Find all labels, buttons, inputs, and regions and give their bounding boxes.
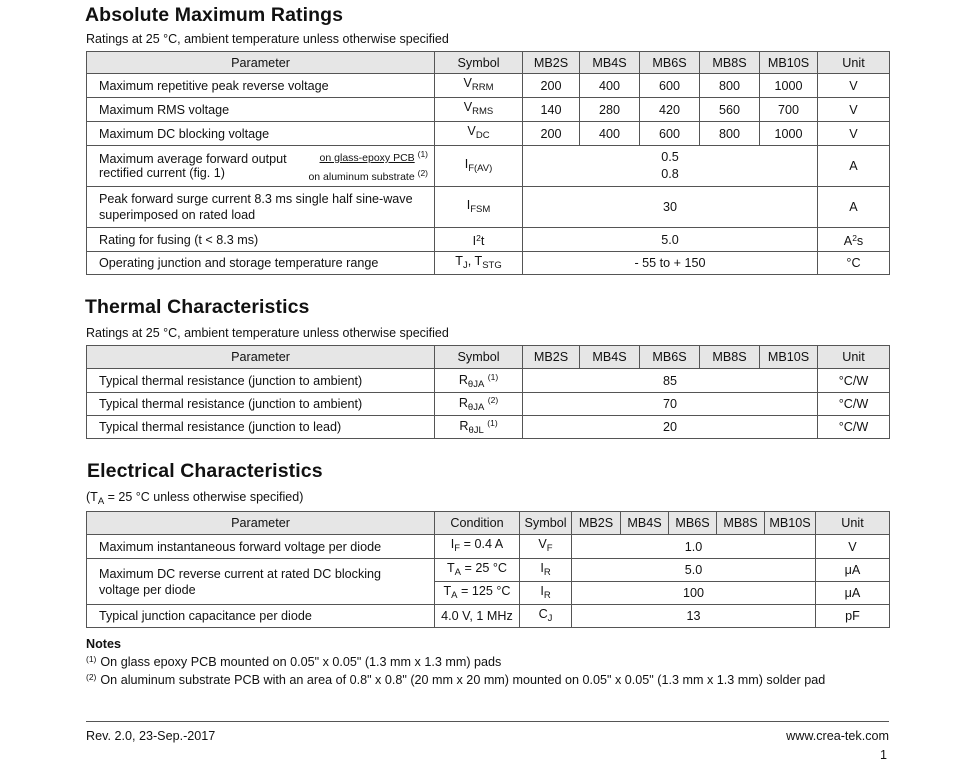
header-mb6s: MB6S [640, 52, 700, 74]
header-mb8s: MB8S [700, 52, 760, 74]
condition-cell: $I_F = 0.4$ A [435, 535, 520, 559]
amr-caption: Ratings at 25 °C, ambient temperature unless otherwise specified [86, 32, 449, 46]
value-cell: 1.0 [572, 535, 816, 559]
table-row [87, 146, 890, 187]
header-mb6s: MB6S [640, 346, 700, 369]
header-parameter: Parameter [87, 512, 435, 535]
header-mb4s: MB4S [580, 52, 640, 74]
param-cell: Rating for fusing (t < 8.3 ms) [87, 228, 435, 252]
header-symbol: Symbol [435, 346, 523, 369]
param-cell: Operating junction and storage temperature range [87, 252, 435, 275]
electrical-title: Electrical Characteristics [87, 460, 323, 482]
value-cell: 400 [580, 122, 640, 146]
value-cell: 85 [523, 369, 818, 393]
header-unit: Unit [816, 512, 890, 535]
header-unit: Unit [818, 52, 890, 74]
value-cell: 5.0 [572, 559, 816, 582]
table-row [87, 252, 890, 275]
symbol-cell: $I_R$ [520, 559, 572, 582]
header-unit: Unit [818, 346, 890, 369]
symbol-cell: $I_{FSM}$ [435, 187, 523, 228]
header-parameter: Parameter [87, 52, 435, 74]
unit-cell: V [818, 74, 890, 98]
unit-cell: °C/W [818, 393, 890, 416]
table-row [87, 369, 890, 393]
footer-divider [86, 721, 889, 722]
unit-cell: °C/W [818, 416, 890, 439]
thermal-title: Thermal Characteristics [85, 296, 310, 318]
param-cell: Typical thermal resistance (junction to ambient) [87, 393, 435, 416]
symbol-cell: $R_{\theta JA}$ $^{(1)}$ [435, 369, 523, 393]
header-condition: Condition [435, 512, 520, 535]
value-cell: 700 [760, 98, 818, 122]
param-cell: Maximum instantaneous forward voltage per diode [87, 535, 435, 559]
param-cell: Maximum repetitive peak reverse voltage [87, 74, 435, 98]
note-item: $^{(1)}$ On glass epoxy PCB mounted on 0.05" x 0.05" (1.3 mm x 1.3 mm) pads [86, 654, 502, 669]
thermal-caption: Ratings at 25 °C, ambient temperature unless otherwise specified [86, 326, 449, 340]
value-cell: 400 [580, 74, 640, 98]
symbol-cell: $T_J$, $T_{STG}$ [435, 252, 523, 275]
header-mb8s: MB8S [700, 346, 760, 369]
symbol-cell: $I_{F(AV)}$ [435, 146, 523, 187]
header-mb2s: MB2S [572, 512, 621, 535]
unit-cell: pF [816, 605, 890, 628]
page-number: 1 [879, 748, 887, 762]
symbol-cell: $R_{\theta JA}$ $^{(2)}$ [435, 393, 523, 416]
header-mb2s: MB2S [523, 52, 580, 74]
header-parameter: Parameter [87, 346, 435, 369]
header-mb10s: MB10S [760, 52, 818, 74]
footer-website[interactable]: www.crea-tek.com [786, 729, 889, 743]
value-cell: 13 [572, 605, 816, 628]
param-cell: Typical thermal resistance (junction to ambient) [87, 369, 435, 393]
notes-title: Notes [86, 637, 121, 651]
header-mb6s: MB6S [669, 512, 717, 535]
unit-cell: A [818, 187, 890, 228]
unit-cell: °C [818, 252, 890, 275]
param-cell: Maximum DC blocking voltage [87, 122, 435, 146]
value-cell: 1000 [760, 122, 818, 146]
unit-cell: V [818, 98, 890, 122]
table-row [87, 535, 890, 559]
value-cell: 140 [523, 98, 580, 122]
header-mb2s: MB2S [523, 346, 580, 369]
value-cell: 70 [523, 393, 818, 416]
amr-table [86, 51, 890, 275]
symbol-cell: $V_F$ [520, 535, 572, 559]
param-cell: Typical thermal resistance (junction to lead) [87, 416, 435, 439]
header-mb4s: MB4S [580, 346, 640, 369]
table-row [87, 122, 890, 146]
electrical-table [86, 511, 890, 628]
thermal-header-row [87, 346, 890, 369]
condition-cell: $T_A = 125$ °C [435, 582, 520, 605]
condition-cell: 4.0 V, 1 MHz [435, 605, 520, 628]
table-row [87, 393, 890, 416]
unit-cell: $A^2s$ [818, 228, 890, 252]
value-cell: 800 [700, 122, 760, 146]
unit-cell: V [818, 122, 890, 146]
value-cell: 800 [700, 74, 760, 98]
symbol-cell: $I^2t$ [435, 228, 523, 252]
unit-cell: A [818, 146, 890, 187]
header-mb4s: MB4S [621, 512, 669, 535]
thermal-table [86, 345, 890, 439]
notes-section [86, 637, 825, 690]
value-cell: 0.5 0.8 [523, 146, 818, 187]
unit-cell: V [816, 535, 890, 559]
amr-title: Absolute Maximum Ratings [85, 4, 344, 26]
symbol-cell: $R_{\theta JL}$ $^{(1)}$ [435, 416, 523, 439]
value-cell: 20 [523, 416, 818, 439]
unit-cell: °C/W [818, 369, 890, 393]
param-cell: Peak forward surge current 8.3 ms single half sine-wave superimposed on rated load [87, 187, 435, 228]
table-row [87, 98, 890, 122]
symbol-cell: $C_J$ [520, 605, 572, 628]
symbol-cell: $V_{RMS}$ [435, 98, 523, 122]
param-cell: Typical junction capacitance per diode [87, 605, 435, 628]
amr-header-row [87, 52, 890, 74]
symbol-cell: $V_{RRM}$ [435, 74, 523, 98]
unit-cell: μA [816, 582, 890, 605]
value-cell: 600 [640, 74, 700, 98]
value-cell: 30 [523, 187, 818, 228]
value-cell: 280 [580, 98, 640, 122]
value-cell: - 55 to + 150 [523, 252, 818, 275]
note-item: $^{(2)}$ On aluminum substrate PCB with an area of 0.8" x 0.8" (20 mm x 20 mm) mounted on 0.05" x 0.05" (1.3 mm x 1.3 mm) solder pad [86, 672, 826, 687]
value-cell: 600 [640, 122, 700, 146]
value-cell: 100 [572, 582, 816, 605]
symbol-cell: $V_{DC}$ [435, 122, 523, 146]
value-cell: 5.0 [523, 228, 818, 252]
table-row [87, 559, 890, 582]
table-row [87, 416, 890, 439]
table-row [87, 74, 890, 98]
param-cell: Maximum DC reverse current at rated DC blocking voltage per diode [87, 559, 435, 605]
footer-revision: Rev. 2.0, 23-Sep.-2017 [86, 729, 216, 743]
header-symbol: Symbol [520, 512, 572, 535]
param-cell: Maximum RMS voltage [87, 98, 435, 122]
table-row [87, 187, 890, 228]
table-row [87, 605, 890, 628]
table-row [87, 228, 890, 252]
condition-cell: $T_A = 25$ °C [435, 559, 520, 582]
header-mb8s: MB8S [717, 512, 765, 535]
unit-cell: μA [816, 559, 890, 582]
symbol-cell: $I_R$ [520, 582, 572, 605]
param-cell: Maximum average forward output rectified current (fig. 1) on glass-epoxy PCB $^{(1)}$ on aluminum substrate $^{(2)}$ [87, 146, 435, 187]
header-mb10s: MB10S [765, 512, 816, 535]
value-cell: 420 [640, 98, 700, 122]
value-cell: 1000 [760, 74, 818, 98]
header-mb10s: MB10S [760, 346, 818, 369]
value-cell: 200 [523, 122, 580, 146]
header-symbol: Symbol [435, 52, 523, 74]
value-cell: 560 [700, 98, 760, 122]
electrical-caption: ($T_A = 25$ °C unless otherwise specified) [86, 490, 304, 507]
value-cell: 200 [523, 74, 580, 98]
electrical-header-row [87, 512, 890, 535]
